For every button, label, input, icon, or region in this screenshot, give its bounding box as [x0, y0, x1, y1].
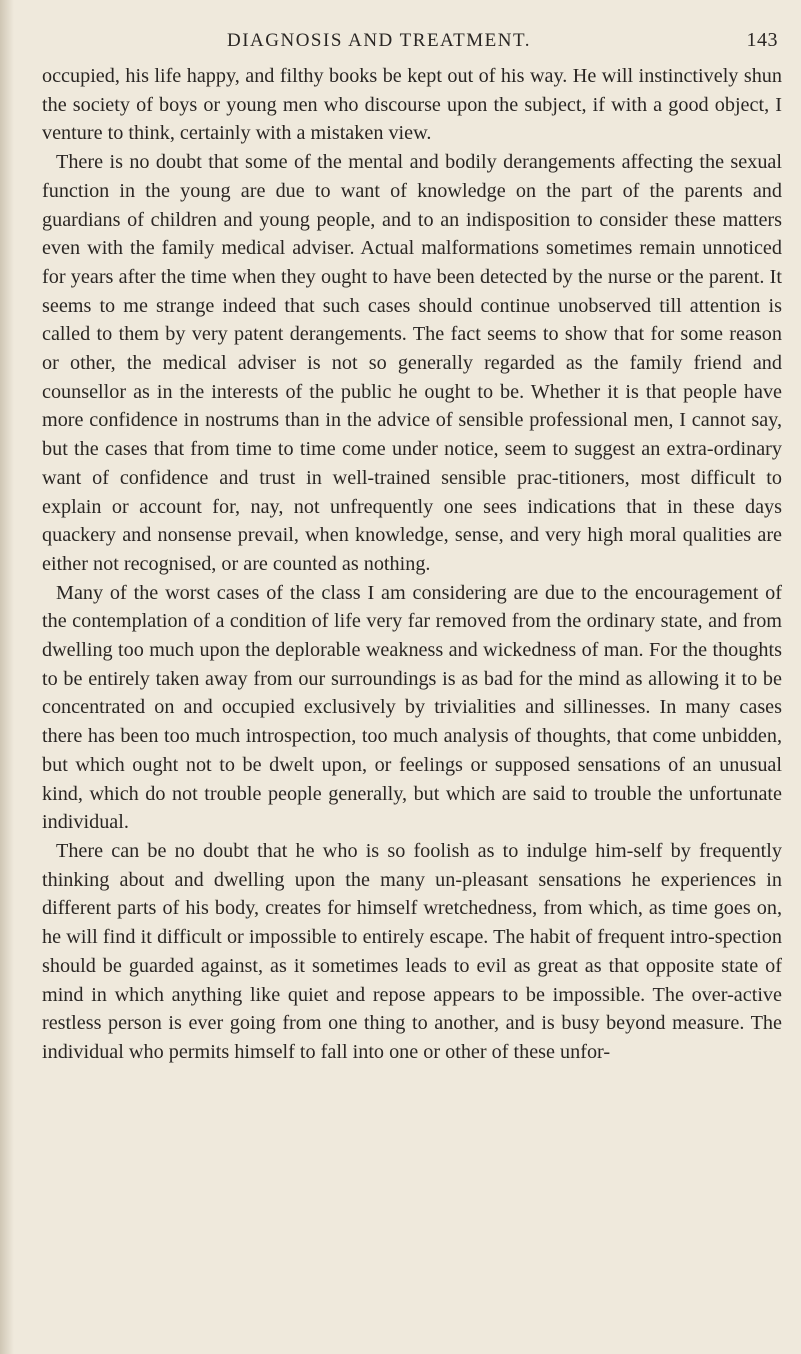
running-head: DIAGNOSIS AND TREATMENT. [227, 30, 531, 51]
book-page [42, 28, 782, 1067]
paragraph-continued: occupied, his life happy, and filthy books be kept out of his way. He will instinctively shun the society of boys or young men who discourse upon the subject, if with a good object, I venture to think, certainly with a mistaken view. [42, 65, 782, 145]
page-number: 143 [746, 29, 778, 51]
body-text [42, 62, 782, 1067]
page-edge-shadow [0, 0, 14, 1354]
paragraph: Many of the worst cases of the class I am considering are due to the encouragement of the contemplation of a condition of life very far removed from the ordinary state, and from dwelling too much upon the deplorable weakness and wickedness of man. For the thoughts to be entirely taken away from our surroundings is as bad for the mind as allowing it to be concentrated on and occupied exclusively by trivialities and sillinesses. In many cases there has been too much introspection, too much analysis of thoughts, that come unbidden, but which ought not to be dwelt upon, or feelings or supposed sensations of an unusual kind, which do not trouble people generally, but which are said to trouble the unfortunate individual. [42, 581, 782, 834]
paragraph: There can be no doubt that he who is so foolish as to indulge him-self by frequently thinking about and dwelling upon the many un-pleasant sensations he experiences in different parts of his body, creates for himself wretchedness, from which, as time goes on, he will find it difficult or impossible to entirely escape. The habit of frequent intro-spection should be guarded against, as it sometimes leads to evil as great as that opposite state of mind in which anything like quiet and repose appears to be impossible. The over-active restless person is ever going from one thing to another, and is busy beyond measure. The individual who permits himself to fall into one or other of these unfor- [42, 839, 782, 1063]
paragraph: There is no doubt that some of the mental and bodily derangements affecting the sexual function in the young are due to want of knowledge on the part of the parents and guardians of children and young people, and to an indisposition to consider these matters even with the family medical adviser. Actual malformations sometimes remain unnoticed for years after the time when they ought to have been detected by the nurse or the parent. It seems to me strange indeed that such cases should continue unobserved till attention is called to them by very patent derangements. The fact seems to show that for some reason or other, the medical adviser is not so generally regarded as the family friend and counsellor as in the interests of the public he ought to be. Whether it is that people have more confidence in nostrums than in the advice of sensible professional men, I cannot say, but the cases that from time to time come under notice, seem to suggest an extra-ordinary want of confidence and trust in well-trained sensible prac-titioners, most difficult to explain or account for, nay, not unfrequently one sees indications that in these days quackery and nonsense prevail, when knowledge, sense, and very high moral qualities are either not recognised, or are counted as nothing. [42, 151, 782, 575]
page-header [42, 28, 782, 62]
